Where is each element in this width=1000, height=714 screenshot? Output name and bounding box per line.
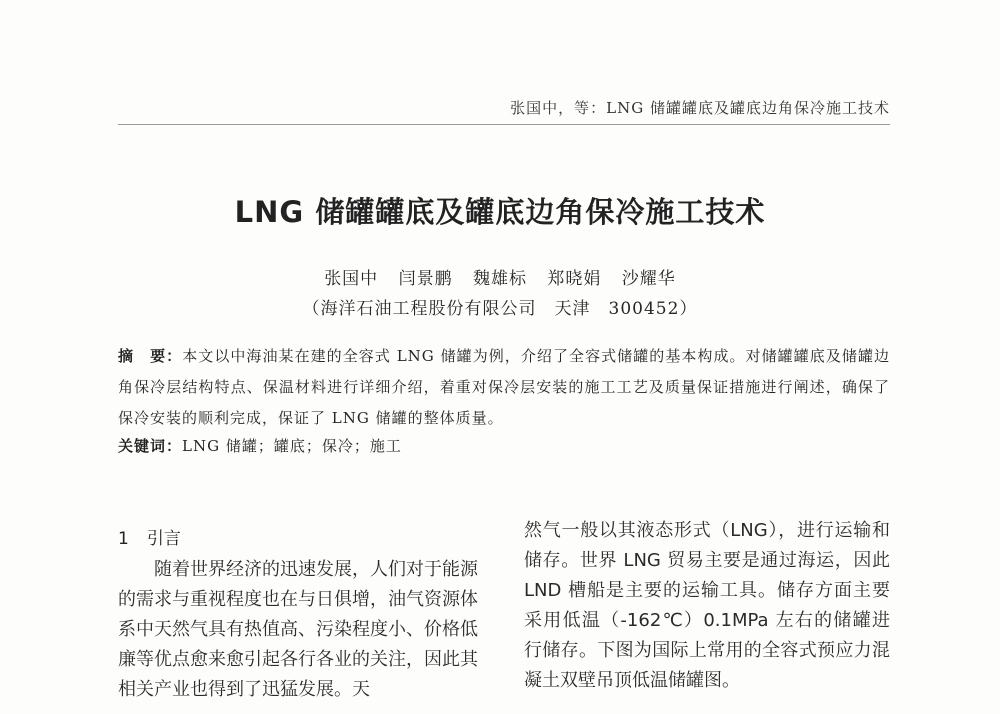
abstract-label: 摘 要： — [118, 347, 183, 365]
abstract-text: 本文以中海油某在建的全容式 LNG 储罐为例，介绍了全容式储罐的基本构成。对储罐罐底及储罐边角保冷层结构特点、保温材料进行详细介绍，着重对保冷层安装的施工工艺及质量保证措施进行阐述，确保了保冷安装的顺利完成，保证了 LNG 储罐的整体质量。 — [118, 347, 890, 427]
author-list: 张国中 闫景鹏 魏雄标 郑晓娟 沙耀华 — [324, 269, 676, 289]
body-column-right — [524, 516, 890, 696]
running-header: 张国中，等：LNG 储罐罐底及罐底边角保冷施工技术 — [510, 99, 890, 117]
keywords-text: LNG 储罐；罐底；保冷；施工 — [182, 437, 402, 455]
header-rule — [118, 124, 890, 125]
keywords — [118, 434, 890, 458]
paragraph-right: 然气一般以其液态形式（LNG），进行运输和储存。世界 LNG 贸易主要是通过海运，因此 LND 槽船是主要的运输工具。储存方面主要采用低温（-162℃）0.1MPa 左右的储罐进行储存。下图为国际上常用的全容式预应力混凝土双壁吊顶低温储罐图。 — [524, 520, 890, 691]
section-title: 引言 — [146, 529, 181, 549]
keywords-label: 关键词： — [118, 437, 183, 455]
paragraph-left: 随着世界经济的迅速发展，人们对于能源的需求与重视程度也在与日俱增，油气资源体系中天然气具有热值高、污染程度小、价格低廉等优点愈来愈引起各行各业的关注，因此其相关产业也得到了迅猛发展。天 — [118, 559, 478, 700]
section-heading — [118, 524, 181, 549]
abstract — [118, 341, 890, 434]
affiliation: （海洋石油工程股份有限公司 天津 300452） — [302, 299, 698, 319]
article-title: LNG 储罐罐底及罐底边角保冷施工技术 — [234, 195, 766, 229]
body-column-left — [118, 555, 478, 705]
section-number: 1 — [118, 529, 129, 549]
